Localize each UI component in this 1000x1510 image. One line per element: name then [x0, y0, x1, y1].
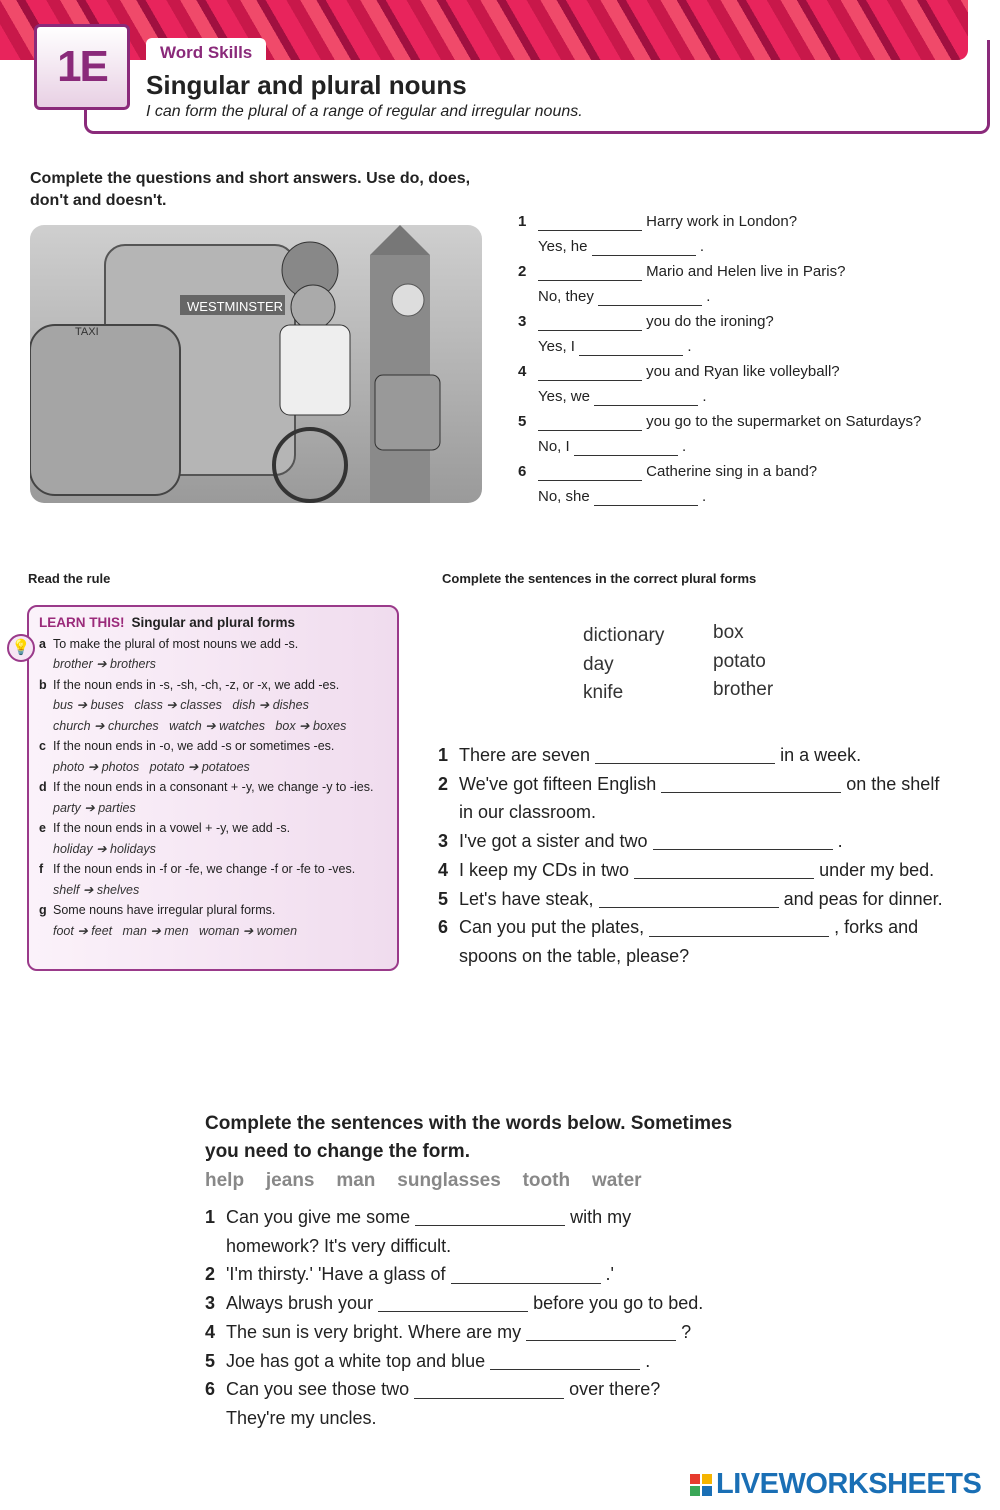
question-item: [518, 459, 988, 484]
sentence-continuation: homework? It's very difficult.: [226, 1235, 452, 1256]
sentence-item: [205, 1203, 745, 1232]
answer-input[interactable]: [594, 389, 698, 406]
rule-example: holiday ➔ holidays: [53, 841, 156, 856]
answer-input[interactable]: [538, 264, 642, 281]
answer-line: [518, 384, 988, 409]
section-tab: Word Skills: [146, 38, 266, 62]
question-number: 1: [518, 213, 527, 230]
answer-input[interactable]: [538, 214, 642, 231]
answer-line: [518, 334, 988, 359]
sentence-number: 4: [205, 1321, 216, 1342]
liveworksheets-logo: [690, 1468, 981, 1501]
sentence-text: , forks and: [834, 917, 919, 938]
sentence-text: over there?: [569, 1379, 661, 1400]
answer-input[interactable]: [598, 289, 702, 306]
answer-line: [518, 234, 988, 259]
answer-input[interactable]: [649, 920, 829, 937]
bus-sign: WESTMINSTER: [187, 299, 284, 314]
answer-prefix: Yes, we: [538, 388, 590, 405]
sentence-text: Always brush your: [226, 1293, 374, 1314]
ex1-instruction-line: Complete the questions and short answers. Use do, does,: [30, 170, 471, 187]
question-number: 6: [518, 463, 527, 480]
sentence-text: I keep my CDs in two: [459, 859, 630, 880]
ex3-instruction: [205, 1110, 732, 1166]
question-item: [518, 259, 988, 284]
word-bank-item: help: [205, 1170, 245, 1191]
logo-icon: [690, 1474, 712, 1496]
question-text: you and Ryan like volleyball?: [646, 363, 840, 380]
rule-letter: g: [39, 903, 47, 917]
answer-prefix: No, I: [538, 438, 570, 455]
answer-input[interactable]: [574, 439, 678, 456]
sentence-text: ?: [681, 1321, 692, 1342]
sentence-text: on the shelf: [846, 773, 940, 794]
sentence-item: [205, 1375, 745, 1404]
learn-this-box: [27, 605, 399, 971]
sentence-text: in a week.: [780, 745, 862, 765]
answer-prefix: Yes, I: [538, 338, 575, 355]
ex3-sentence-list: [205, 1203, 745, 1433]
sentence-text: and peas for dinner.: [783, 888, 943, 909]
answer-input[interactable]: [594, 489, 698, 506]
sentence-text: 'I'm thirsty.' 'Have a glass of: [226, 1264, 446, 1285]
sentence-continuation: spoons on the table, please?: [459, 945, 690, 966]
rule-example: party ➔ parties: [53, 800, 136, 815]
rule-c: [39, 736, 387, 757]
sentence-number: 2: [205, 1264, 216, 1285]
rule-text: If the noun ends in -f or -fe, we change -f or -fe to -ves.: [53, 862, 356, 876]
rule-b: [39, 675, 387, 696]
rule-letter: d: [39, 780, 47, 794]
illustration-svg: [30, 225, 482, 503]
rule-example: shelf ➔ shelves: [53, 882, 140, 897]
word-bank-item: brother: [713, 679, 774, 700]
answer-input[interactable]: [538, 314, 642, 331]
ex3-word-bank: [205, 1170, 663, 1192]
taxi-sign: TAXI: [75, 326, 99, 338]
sentence-item: [205, 1289, 745, 1318]
sentence-number: 4: [438, 859, 449, 880]
ex2-word-bank-col2: [713, 619, 773, 705]
rule-letter: c: [39, 739, 46, 753]
sentence-item: [438, 827, 978, 856]
question-item: [518, 309, 988, 334]
illustration-boy-on-bike-london: [30, 225, 482, 503]
rule-g: [39, 900, 387, 921]
rule-letter: b: [39, 677, 47, 692]
sentence-number: 6: [205, 1379, 216, 1400]
answer-input[interactable]: [451, 1267, 601, 1284]
word-bank-item: man: [336, 1170, 376, 1191]
answer-suffix: .: [699, 238, 705, 255]
answer-line: [518, 484, 988, 509]
sentence-item: [438, 856, 978, 885]
answer-input[interactable]: [634, 862, 814, 879]
rule-example: church ➔ churches watch ➔ watches box ➔ boxes: [53, 718, 347, 733]
answer-input[interactable]: [414, 1382, 564, 1399]
ex3-instruction-line: Complete the sentences with the words below. Sometimes: [205, 1113, 733, 1134]
sentence-number: 3: [205, 1293, 216, 1314]
rule-example: bus ➔ buses class ➔ classes dish ➔ dishes: [53, 698, 309, 712]
sentence-text: Let's have steak,: [459, 888, 594, 909]
sentence-text: I've got a sister and two: [459, 831, 648, 852]
answer-suffix: .: [682, 438, 687, 455]
rule-e: [39, 818, 387, 839]
sentence-item: [438, 741, 978, 770]
question-number: 3: [518, 313, 527, 330]
answer-input[interactable]: [415, 1209, 565, 1226]
rule-text: If the noun ends in -s, -sh, -ch, -z, or -x, we add -es.: [53, 677, 340, 692]
answer-input[interactable]: [538, 364, 642, 381]
question-text: Mario and Helen live in Paris?: [646, 263, 846, 280]
sentence-item: [438, 885, 978, 914]
sentence-number: 6: [438, 917, 449, 938]
answer-input[interactable]: [538, 464, 642, 481]
question-text: Harry work in London?: [646, 213, 798, 230]
sentence-text: with my: [570, 1207, 632, 1227]
question-text: Catherine sing in a band?: [646, 463, 818, 480]
answer-input[interactable]: [592, 239, 696, 256]
question-text: you go to the supermarket on Saturdays?: [646, 413, 922, 430]
question-item: [518, 359, 988, 384]
page-subtitle: I can form the plural of a range of regular and irregular nouns.: [146, 103, 583, 120]
rule-letter: f: [39, 862, 44, 876]
word-bank-item: tooth: [522, 1170, 571, 1191]
rule-text: Some nouns have irregular plural forms.: [53, 903, 276, 917]
ex1-question-list: [518, 209, 988, 509]
answer-input[interactable]: [653, 833, 833, 850]
lightbulb-icon: 💡: [7, 634, 35, 662]
sentence-text: Can you give me some: [226, 1207, 411, 1227]
question-number: 4: [518, 363, 527, 380]
rule-text: If the noun ends in a vowel + -y, we add -s.: [53, 821, 291, 835]
ex2-sentence-list: [438, 741, 978, 971]
ex2-word-bank-col1: [583, 622, 664, 708]
sentence-item: [438, 770, 978, 799]
rule-text: If the noun ends in -o, we add -s or sometimes -es.: [53, 739, 335, 753]
ex1-instruction-line: don't and doesn't.: [30, 192, 167, 209]
sentence-item: [438, 913, 978, 942]
rule-f: [39, 859, 387, 880]
answer-suffix: .: [706, 288, 711, 305]
word-bank-item: potato: [713, 650, 766, 672]
ex2-heading: Complete the sentences in the correct plural forms: [442, 571, 757, 586]
sentence-number: 5: [205, 1350, 216, 1371]
answer-line: [518, 434, 988, 459]
word-bank-item: knife: [583, 682, 624, 703]
sentence-number: 5: [438, 888, 449, 909]
sentence-text: We've got fifteen English: [459, 773, 657, 794]
answer-prefix: No, she: [538, 488, 590, 505]
page-title: Singular and plural nouns: [146, 70, 467, 100]
word-bank-item: box: [713, 622, 744, 643]
word-bank-item: sunglasses: [397, 1170, 501, 1191]
sentence-text: .: [645, 1350, 651, 1371]
sentence-number: 2: [438, 773, 449, 794]
word-bank-item: dictionary: [583, 625, 665, 646]
sentence-item: [205, 1347, 745, 1376]
sentence-continuation: in our classroom.: [459, 802, 597, 823]
sentence-item: [205, 1260, 745, 1289]
sentence-text: The sun is very bright. Where are my: [226, 1321, 522, 1342]
word-bank-item: water: [591, 1170, 642, 1191]
rule-letter: e: [39, 821, 46, 835]
ex1-instruction: [30, 168, 470, 212]
sentence-text: before you go to bed.: [533, 1293, 704, 1314]
learn-this-title: Singular and plural forms: [131, 615, 295, 630]
question-number: 5: [518, 413, 527, 430]
rule-text: To make the plural of most nouns we add -s.: [53, 636, 299, 651]
word-bank-item: jeans: [265, 1170, 315, 1191]
question-number: 2: [518, 263, 527, 280]
sentence-text: .: [837, 831, 843, 852]
question-text: you do the ironing?: [646, 313, 774, 330]
rule-example: photo ➔ photos potato ➔ potatoes: [53, 759, 250, 774]
answer-input[interactable]: [538, 414, 642, 431]
rule-a: [39, 634, 387, 655]
sentence-text: under my bed.: [819, 859, 935, 880]
answer-line: [518, 284, 988, 309]
word-bank-item: day: [583, 653, 614, 675]
question-item: [518, 409, 988, 434]
answer-input[interactable]: [490, 1353, 640, 1370]
answer-input[interactable]: [378, 1295, 528, 1312]
answer-suffix: .: [687, 338, 692, 355]
sentence-number: 1: [438, 745, 449, 765]
answer-suffix: .: [702, 488, 707, 505]
unit-badge: 1E: [34, 24, 130, 110]
question-item: [518, 209, 988, 234]
rule-text: If the noun ends in a consonant + -y, we change -y to -ies.: [53, 780, 374, 794]
rule-example: foot ➔ feet man ➔ men woman ➔ women: [53, 923, 298, 938]
answer-prefix: Yes, he: [538, 238, 588, 255]
read-rule-heading: Read the rule: [28, 571, 111, 586]
answer-input[interactable]: [526, 1324, 676, 1341]
answer-input[interactable]: [579, 339, 683, 356]
rule-example: brother ➔ brothers: [53, 657, 156, 671]
answer-input[interactable]: [599, 891, 779, 908]
sentence-text: Can you see those two: [226, 1379, 410, 1400]
sentence-item: [205, 1318, 745, 1347]
answer-suffix: .: [702, 388, 707, 405]
rule-letter: a: [39, 636, 46, 651]
sentence-continuation: They're my uncles.: [226, 1407, 377, 1428]
ex3-instruction-line: you need to change the form.: [205, 1141, 470, 1162]
sentence-text: .': [605, 1264, 614, 1285]
sentence-text: Can you put the plates,: [459, 917, 645, 938]
rule-d: [39, 777, 387, 798]
logo-text: LIVEWORKSHEETS: [716, 1468, 982, 1500]
sentence-text: Joe has got a white top and blue: [226, 1350, 486, 1371]
sentence-text: There are seven: [459, 745, 591, 765]
sentence-number: 3: [438, 831, 449, 852]
answer-input[interactable]: [595, 747, 775, 764]
learn-this-label: LEARN THIS!: [39, 615, 125, 630]
answer-input[interactable]: [661, 776, 841, 793]
sentence-number: 1: [205, 1207, 216, 1227]
answer-prefix: No, they: [538, 288, 594, 305]
